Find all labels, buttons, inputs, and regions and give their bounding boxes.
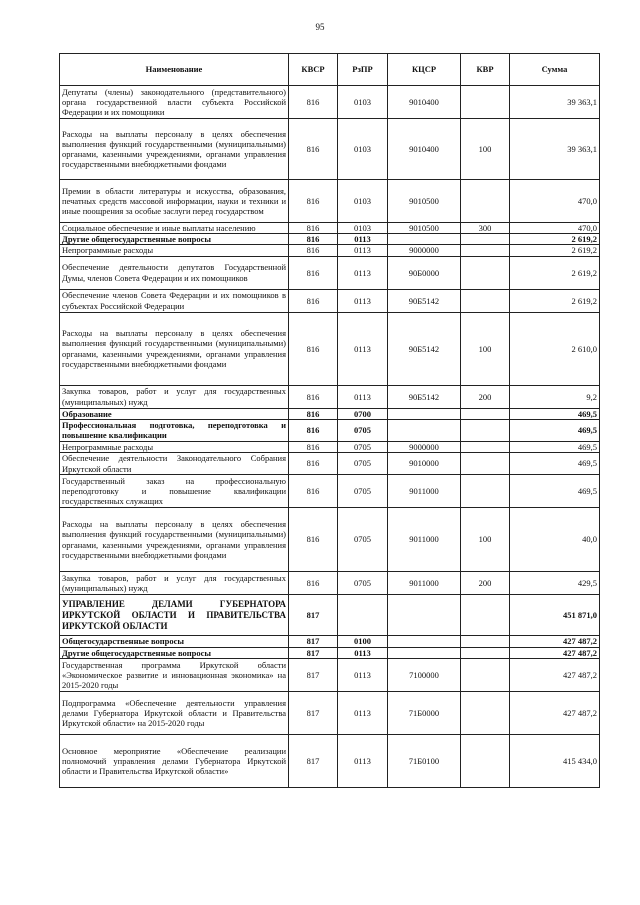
table-row (60, 735, 600, 788)
row-name: Депутаты (члены) законодательного (представительного) органа государственной власти субъекта Российской Федерации и их помощники (60, 86, 289, 119)
row-name: Основное мероприятие «Обеспечение реализации полномочий управления делами Губернатора Иркутской области и Правительства Иркутской области» (60, 735, 289, 788)
table-row (60, 312, 600, 385)
row-kvsr: 817 (289, 636, 338, 648)
row-kvr (461, 648, 510, 659)
header-kvsr: КВСР (289, 54, 338, 86)
row-rzpr: 0113 (338, 256, 388, 289)
row-kvsr: 816 (289, 385, 338, 408)
row-sum: 470,0 (510, 223, 600, 234)
row-rzpr: 0103 (338, 119, 388, 180)
row-kvsr: 816 (289, 453, 338, 475)
row-name: Другие общегосударственные вопросы (60, 648, 289, 659)
table-row (60, 453, 600, 475)
row-rzpr: 0113 (338, 245, 388, 256)
row-kvsr: 816 (289, 289, 338, 312)
row-kvsr: 817 (289, 692, 338, 735)
row-name: Непрограммные расходы (60, 441, 289, 452)
row-sum: 2 619,2 (510, 256, 600, 289)
row-name: Социальное обеспечение и иные выплаты населению (60, 223, 289, 234)
table-row (60, 289, 600, 312)
row-kcsr: 9010400 (388, 86, 461, 119)
row-kcsr: 90Б5142 (388, 312, 461, 385)
row-kvsr: 816 (289, 408, 338, 419)
row-kcsr: 9010000 (388, 453, 461, 475)
row-kcsr: 9000000 (388, 441, 461, 452)
row-kvr (461, 441, 510, 452)
row-kvsr: 816 (289, 234, 338, 245)
row-rzpr: 0705 (338, 508, 388, 572)
row-sum: 469,5 (510, 453, 600, 475)
row-kcsr (388, 234, 461, 245)
row-sum: 39 363,1 (510, 86, 600, 119)
row-kvsr: 816 (289, 419, 338, 441)
row-kcsr: 9000000 (388, 245, 461, 256)
row-rzpr: 0705 (338, 419, 388, 441)
row-kvr: 200 (461, 385, 510, 408)
table-row (60, 119, 600, 180)
row-name: Закупка товаров, работ и услуг для государственных (муниципальных) нужд (60, 385, 289, 408)
row-kvr: 100 (461, 119, 510, 180)
row-rzpr: 0113 (338, 659, 388, 692)
row-kvr (461, 289, 510, 312)
row-sum: 40,0 (510, 508, 600, 572)
row-sum: 2 619,2 (510, 289, 600, 312)
row-kvr (461, 475, 510, 508)
row-sum: 469,5 (510, 441, 600, 452)
row-rzpr: 0113 (338, 289, 388, 312)
row-kvsr: 816 (289, 245, 338, 256)
row-sum: 39 363,1 (510, 119, 600, 180)
row-kcsr (388, 636, 461, 648)
row-name: УПРАВЛЕНИЕ ДЕЛАМИ ГУБЕРНАТОРА ИРКУТСКОЙ ОБЛАСТИ И ПРАВИТЕЛЬСТВА ИРКУТСКОЙ ОБЛАСТИ (60, 595, 289, 636)
row-kvr (461, 636, 510, 648)
row-sum: 427 487,2 (510, 692, 600, 735)
row-kcsr (388, 419, 461, 441)
row-name: Подпрограмма «Обеспечение деятельности управления делами Губернатора Иркутской области и Правительства Иркутской области» на 2015-2020 годы (60, 692, 289, 735)
row-kvsr: 817 (289, 595, 338, 636)
row-sum: 2 619,2 (510, 245, 600, 256)
row-kvsr: 816 (289, 441, 338, 452)
row-rzpr: 0700 (338, 408, 388, 419)
table-row (60, 234, 600, 245)
row-kvr: 100 (461, 312, 510, 385)
row-kcsr: 9011000 (388, 508, 461, 572)
row-kvsr: 816 (289, 180, 338, 223)
row-kcsr (388, 408, 461, 419)
row-sum: 427 487,2 (510, 648, 600, 659)
row-kcsr: 71Б0100 (388, 735, 461, 788)
row-rzpr: 0103 (338, 180, 388, 223)
row-sum: 470,0 (510, 180, 600, 223)
header-rzpr: РзПР (338, 54, 388, 86)
row-sum: 427 487,2 (510, 659, 600, 692)
row-rzpr: 0103 (338, 86, 388, 119)
row-sum: 9,2 (510, 385, 600, 408)
row-kcsr: 9010400 (388, 119, 461, 180)
row-sum: 415 434,0 (510, 735, 600, 788)
budget-table (59, 53, 600, 788)
row-rzpr: 0705 (338, 453, 388, 475)
row-kvr (461, 408, 510, 419)
row-kcsr: 7100000 (388, 659, 461, 692)
row-rzpr: 0113 (338, 648, 388, 659)
row-name: Расходы на выплаты персоналу в целях обеспечения выполнения функций государственными (муниципальными) органами, казенными учреждениями, органами управления государственными внебюджетными фондами (60, 119, 289, 180)
row-kcsr: 9011000 (388, 475, 461, 508)
row-kvsr: 816 (289, 312, 338, 385)
row-kvr (461, 735, 510, 788)
row-sum: 451 871,0 (510, 595, 600, 636)
table-row (60, 86, 600, 119)
row-rzpr: 0113 (338, 385, 388, 408)
row-kvsr: 816 (289, 86, 338, 119)
table-row (60, 692, 600, 735)
table-row (60, 245, 600, 256)
table-row (60, 408, 600, 419)
row-kvr (461, 419, 510, 441)
row-rzpr: 0103 (338, 223, 388, 234)
table-row (60, 441, 600, 452)
row-kvr: 100 (461, 508, 510, 572)
row-kvsr: 816 (289, 256, 338, 289)
row-name: Обеспечение деятельности депутатов Государственной Думы, членов Совета Федерации и их помощников (60, 256, 289, 289)
row-name: Другие общегосударственные вопросы (60, 234, 289, 245)
row-kvsr: 817 (289, 735, 338, 788)
row-name: Расходы на выплаты персоналу в целях обеспечения выполнения функций государственными (муниципальными) органами, казенными учреждениями, органами управления государственными внебюджетными фондами (60, 508, 289, 572)
row-kvr (461, 245, 510, 256)
row-kcsr: 9010500 (388, 223, 461, 234)
row-kcsr: 9011000 (388, 572, 461, 595)
row-kvr (461, 692, 510, 735)
row-sum: 469,5 (510, 419, 600, 441)
row-kcsr (388, 648, 461, 659)
row-kvsr: 816 (289, 475, 338, 508)
row-sum: 2 610,0 (510, 312, 600, 385)
row-rzpr: 0100 (338, 636, 388, 648)
row-name: Общегосударственные вопросы (60, 636, 289, 648)
table-row (60, 385, 600, 408)
row-kvsr: 817 (289, 648, 338, 659)
row-name: Профессиональная подготовка, переподготовка и повышение квалификации (60, 419, 289, 441)
page-number: 95 (315, 22, 325, 32)
row-kvr (461, 595, 510, 636)
row-kvsr: 816 (289, 572, 338, 595)
row-name: Закупка товаров, работ и услуг для государственных (муниципальных) нужд (60, 572, 289, 595)
row-kvr (461, 86, 510, 119)
table-row (60, 648, 600, 659)
row-rzpr (338, 595, 388, 636)
row-sum: 469,5 (510, 408, 600, 419)
row-kvr (461, 180, 510, 223)
row-rzpr: 0113 (338, 692, 388, 735)
row-sum: 429,5 (510, 572, 600, 595)
header-kcsr: КЦСР (388, 54, 461, 86)
row-name: Премии в области литературы и искусства, образования, печатных средств массовой информации, науки и техники и иные поощрения за особые заслуги перед государством (60, 180, 289, 223)
table-row (60, 636, 600, 648)
table-row (60, 223, 600, 234)
row-kcsr: 90Б5142 (388, 289, 461, 312)
row-kcsr: 90Б0000 (388, 256, 461, 289)
table-row (60, 419, 600, 441)
row-kvsr: 817 (289, 659, 338, 692)
row-name: Расходы на выплаты персоналу в целях обеспечения выполнения функций государственными (муниципальными) органами, казенными учреждениями, органами управления государственными внебюджетными фондами (60, 312, 289, 385)
row-name: Образование (60, 408, 289, 419)
row-rzpr: 0705 (338, 475, 388, 508)
row-sum: 2 619,2 (510, 234, 600, 245)
row-name: Обеспечение членов Совета Федерации и их помощников в субъектах Российской Федерации (60, 289, 289, 312)
row-kvsr: 816 (289, 508, 338, 572)
header-sum: Сумма (510, 54, 600, 86)
header-name: Наименование (60, 54, 289, 86)
row-sum: 469,5 (510, 475, 600, 508)
row-rzpr: 0705 (338, 441, 388, 452)
row-kvsr: 816 (289, 119, 338, 180)
table-row (60, 659, 600, 692)
row-kvr (461, 256, 510, 289)
row-kvr (461, 234, 510, 245)
row-rzpr: 0113 (338, 234, 388, 245)
table-row (60, 475, 600, 508)
row-name: Обеспечение деятельности Законодательного Собрания Иркутской области (60, 453, 289, 475)
row-name: Непрограммные расходы (60, 245, 289, 256)
table-row (60, 595, 600, 636)
row-kcsr: 90Б5142 (388, 385, 461, 408)
table-row (60, 572, 600, 595)
row-kvr (461, 659, 510, 692)
row-rzpr: 0113 (338, 312, 388, 385)
table-row (60, 256, 600, 289)
row-kvr: 200 (461, 572, 510, 595)
table-row (60, 508, 600, 572)
row-name: Государственная программа Иркутской области «Экономическое развитие и инновационная экономика» на 2015-2020 годы (60, 659, 289, 692)
table-header-row (60, 54, 600, 86)
row-kvsr: 816 (289, 223, 338, 234)
row-kvr (461, 453, 510, 475)
row-name: Государственный заказ на профессиональную переподготовку и повышение квалификации государственных служащих (60, 475, 289, 508)
table-row (60, 180, 600, 223)
header-kvr: КВР (461, 54, 510, 86)
row-kcsr: 9010500 (388, 180, 461, 223)
row-kcsr (388, 595, 461, 636)
row-rzpr: 0113 (338, 735, 388, 788)
row-sum: 427 487,2 (510, 636, 600, 648)
row-kcsr: 71Б0000 (388, 692, 461, 735)
row-rzpr: 0705 (338, 572, 388, 595)
row-kvr: 300 (461, 223, 510, 234)
